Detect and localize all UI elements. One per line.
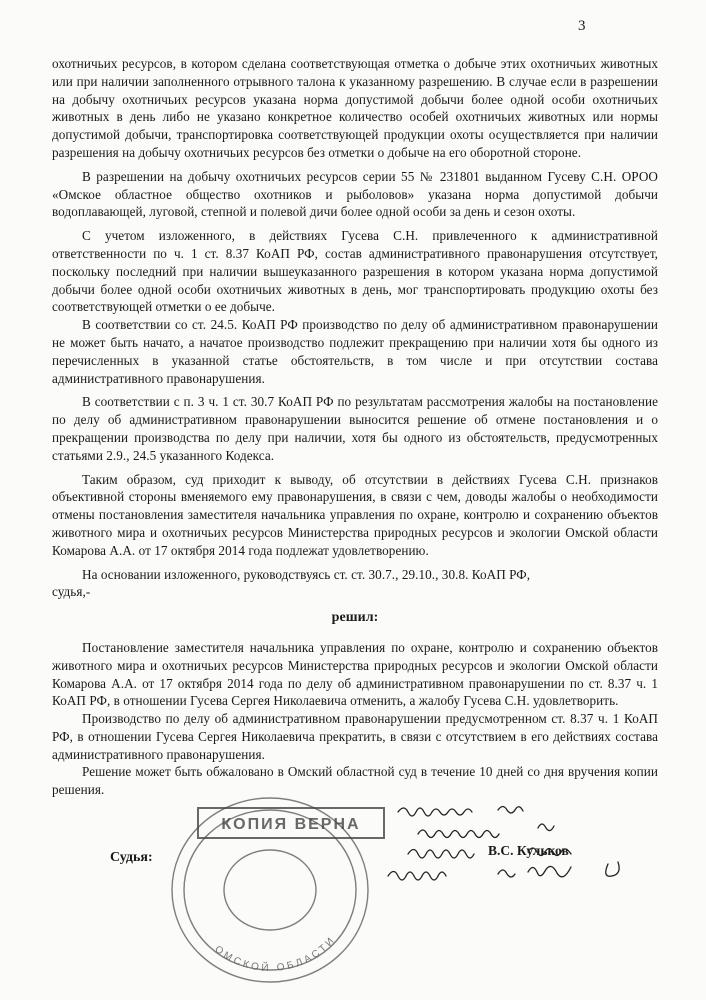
copy-stamp [196, 806, 386, 840]
judge-name: В.С. Кульков [488, 843, 569, 858]
resolution-heading: решил: [331, 610, 379, 626]
paragraph: В соответствии с п. 3 ч. 1 ст. 30.7 КоАП РФ по результатам рассмотрения жалобы на постановление по делу об административном правонарушении выносится решение об отмене постановления и о прекращении производства по делу при наличии, хотя бы одного из обстоятельств, предусмотренных статьями 2.9., 24.5 указанного Кодекса. [52, 394, 658, 463]
paragraph: Постановление заместителя начальника управления по охране, контролю и сохранению объектов животного мира и охотничьих ресурсов Министерства природных ресурсов и экологии Омской области Комарова А.А. от 17 октября 2014 года по делу об административном правонарушении по ст. 8.37 ч. 1 КоАП РФ, в отношении Гусева Сергея Николаевича отменить, а жалобу Гусева С.Н. удовлетворить. [52, 639, 658, 709]
paragraph: В соответствии со ст. 24.5. КоАП РФ производство по делу об административном правонарушении не может быть начато, а начатое производство подлежит прекращению при наличии хотя бы одного из перечисленных в указанной статье обстоятельств, в том числе и при отсутствии состава административного правонарушения. [52, 317, 658, 386]
document-body [52, 55, 658, 799]
paragraph: С учетом изложенного, в действиях Гусева С.Н. привлеченного к административной ответственности по ч. 1 ст. 8.37 КоАП РФ, состав административного правонарушения отсутствует, поскольку последний при наличии вышеуказанного разрешения в котором указана норма допустимой добычи более одной особи охотничьих животных в день, мог транспортировать продукцию охоты без соответствующей отметки о ее добыче. [52, 228, 658, 315]
paragraph: На основании изложенного, руководствуясь ст. ст. 30.7., 29.10., 30.8. КоАП РФ, [82, 566, 531, 582]
copy-stamp-text: КОПИЯ ВЕРНА [221, 816, 361, 833]
judge-label: Судья: [110, 850, 153, 865]
seal-text: ОМСКОЙ ОБЛАСТИ [212, 933, 339, 975]
svg-text:ОМСКОЙ ОБЛАСТИ [212, 934, 338, 974]
paragraph: Решение может быть обжаловано в Омский областной суд в течение 10 дней со дня вручения копии решения. [52, 764, 658, 798]
paragraph: Производство по делу об административном правонарушении предусмотренном ст. 8.37 ч. 1 КоАП РФ, в отношении Гусева Сергея Николаевича прекратить, в связи с отсутствием в его действиях состава административного правонарушения. [52, 711, 658, 762]
page-number: 3 [578, 18, 586, 34]
handwritten-signature [378, 800, 648, 890]
paragraph: охотничьих ресурсов, в котором сделана соответствующая отметка о добыче этих охотничьих животных или при наличии заполненного отрывного талона к указанному разрешению. В случае если в разрешении на добычу охотничьих ресурсов указана норма допустимой добычи более одной особи охотничьих животных в день либо не указано конкретное количество особей охотничьих животных или нормы допустимой добычи, транспортировка соответствующей продукции охоты осуществляется при наличии разрешения на добычу охотничьих ресурсов без отметки о добыче на его оборотной стороне. [52, 56, 658, 160]
paragraph: В разрешении на добычу охотничьих ресурсов серии 55 № 231801 выданном Гусеву С.Н. ОРОО «Омское областное общество охотников и рыболовов» указана норма допустимой добычи водоплавающей, луговой, степной и полевой дичи более одной особи за день и сезон охоты. [52, 168, 658, 220]
paragraph: судья,- [52, 584, 91, 600]
paragraph: Таким образом, суд приходит к выводу, об отсутствии в действиях Гусева С.Н. признаков объективной стороны вменяемого ему правонарушения, в связи с чем, доводы жалобы о необходимости отмены постановления заместителя начальника управления по охране, контролю и сохранению объектов животного мира и охотничьих ресурсов Министерства природных ресурсов и экологии Омской области Комарова А.А. от 17 октября 2014 года подлежат удовлетворению. [52, 471, 658, 558]
